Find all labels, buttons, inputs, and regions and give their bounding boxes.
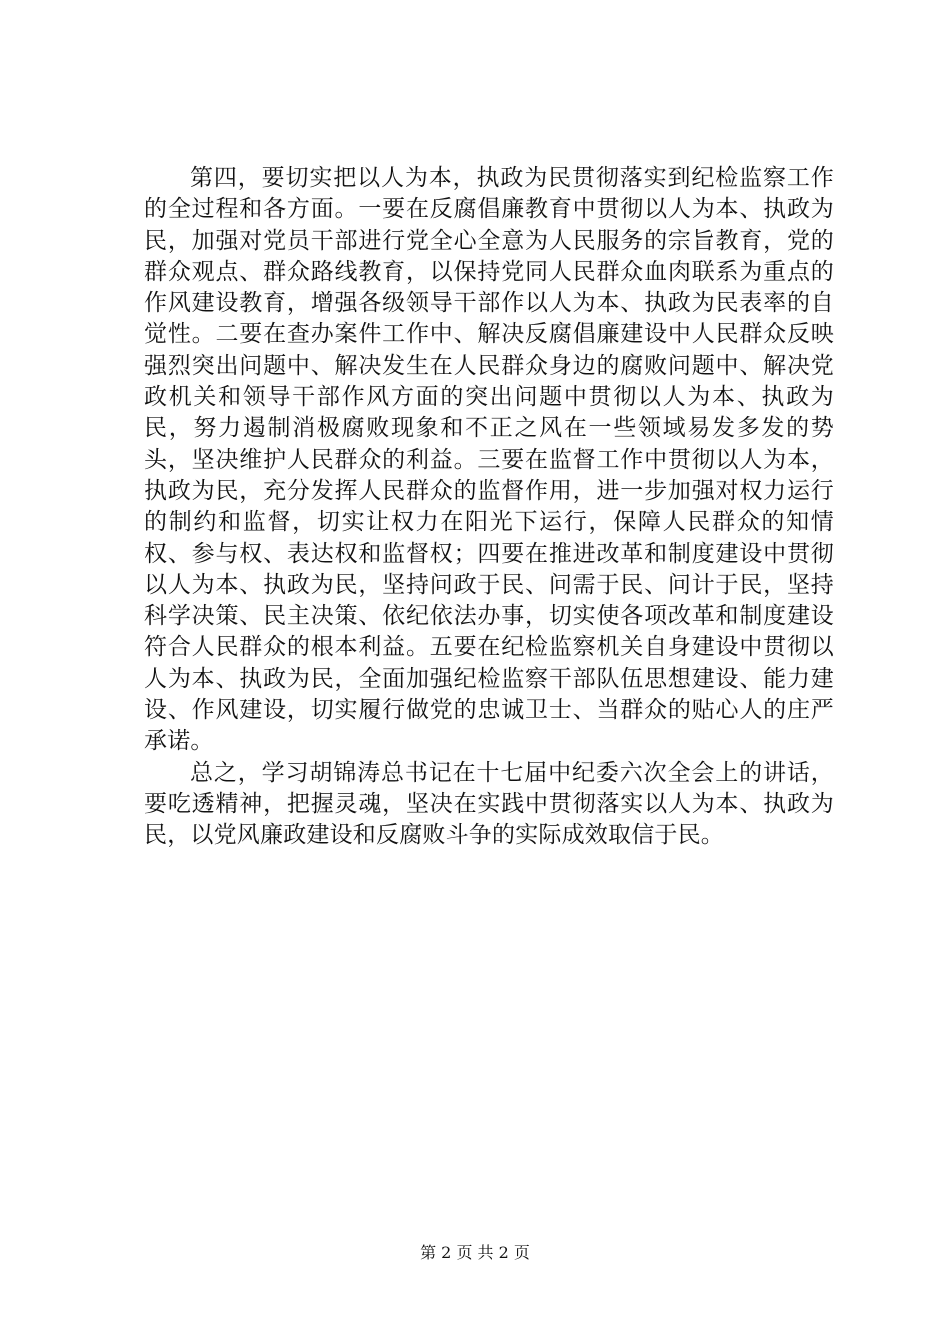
paragraph-conclusion: 总之，学习胡锦涛总书记在十七届中纪委六次全会上的讲话，要吃透精神，把握灵魂，坚决在实践中贯彻落实以人为本、执政为民，以党风廉政建设和反腐败斗争的实际成效取信于民。 bbox=[144, 759, 834, 849]
paragraph-fourth-point: 第四，要切实把以人为本，执政为民贯彻落实到纪检监察工作的全过程和各方面。一要在反腐倡廉教育中贯彻以人为本、执政为民，加强对党员干部进行党全心全意为人民服务的宗旨教育，党的群众观点、群众路线教育，以保持党同人民群众血肉联系为重点的作风建设教育，增强各级领导干部作以人为本、执政为民表率的自觉性。二要在查办案件工作中、解决反腐倡廉建设中人民群众反映强烈突出问题中、解决发生在人民群众身边的腐败问题中、解决党政机关和领导干部作风方面的突出问题中贯彻以人为本、执政为民，努力遏制消极腐败现象和不正之风在一些领域易发多发的势头，坚决维护人民群众的利益。三要在监督工作中贯彻以人为本，执政为民，充分发挥人民群众的监督作用，进一步加强对权力运行的制约和监督，切实让权力在阳光下运行，保障人民群众的知情权、参与权、表达权和监督权；四要在推进改革和制度建设中贯彻以人为本、执政为民，坚持问政于民、问需于民、问计于民，坚持科学决策、民主决策、依纪依法办事，切实使各项改革和制度建设符合人民群众的根本利益。五要在纪检监察机关自身建设中贯彻以人为本、执政为民，全面加强纪检监察干部队伍思想建设、能力建设、作风建设，切实履行做党的忠诚卫士、当群众的贴心人的庄严承诺。 bbox=[144, 165, 834, 755]
page-footer: 第 2 页 共 2 页 bbox=[420, 1243, 530, 1262]
body-text bbox=[144, 163, 834, 852]
